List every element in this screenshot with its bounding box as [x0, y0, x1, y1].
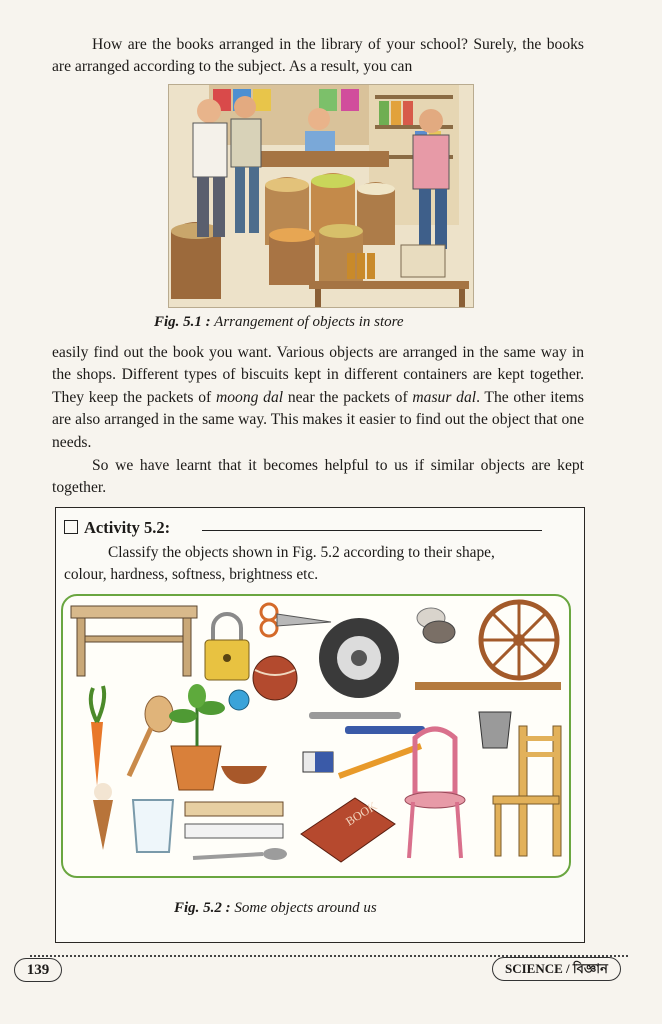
glass-tumbler-icon — [133, 800, 173, 852]
activity-box — [55, 507, 585, 943]
cricket-ball-icon — [253, 656, 297, 700]
p2-masur-dal: masur dal — [412, 388, 477, 406]
carrot-icon — [91, 722, 103, 786]
padlock-icon — [205, 614, 249, 680]
activity-heading-rule — [202, 530, 542, 531]
figure-store-illustration — [168, 84, 474, 308]
activity-text-line2: colour, hardness, softness, brightness etc. — [64, 566, 319, 583]
plastic-chair-icon — [405, 729, 465, 858]
figure1-label: Fig. 5.1 : — [154, 314, 211, 330]
steel-glass-icon — [479, 712, 511, 748]
wooden-spoon-icon — [145, 696, 173, 732]
paragraph-conclusion: So we have learnt that it becomes helpful to us if similar objects are kept together. — [52, 457, 584, 497]
paragraph-arrangement — [52, 342, 584, 454]
scissors-icon — [261, 604, 331, 636]
activity-heading — [64, 518, 170, 538]
pencil-icon — [339, 746, 421, 776]
potted-plant-icon — [169, 684, 225, 790]
page-number: 139 — [14, 958, 62, 982]
figure2-caption-text: Some objects around us — [230, 900, 377, 916]
activity-instructions — [64, 542, 570, 586]
activity-text-line1: Classify the objects shown in Fig. 5.2 according to their shape, — [108, 544, 495, 561]
figure2-caption — [174, 900, 377, 917]
p2-part3: . The other items are also arranged in the same way. This makes it easier to find out the object that one needs. — [52, 388, 584, 451]
checkbox-square-icon — [64, 520, 78, 534]
marble-icon — [229, 690, 249, 710]
figure1-caption-text: Arrangement of objects in store — [210, 314, 404, 330]
steel-spoon-icon — [263, 848, 287, 860]
tyre-icon — [319, 618, 399, 698]
clay-bowl-icon — [221, 766, 267, 784]
book-cover-label: BOOK — [343, 798, 380, 829]
paragraph-intro: How are the books arranged in the library of your school? Surely, the books are arranged according to the subject. As a result, you can — [52, 36, 584, 76]
figure2-label: Fig. 5.2 : — [174, 900, 231, 916]
p2-part1: easily find out the book you want. Various objects are arranged in the same way in the shops. Different types of biscuits kept in different containers are kept together. They keep the packets of — [52, 344, 584, 406]
book-icon — [301, 798, 395, 862]
pen-icon — [309, 712, 401, 719]
subject-label: SCIENCE / বিজ্ঞান — [492, 957, 621, 981]
ice-cream-icon — [94, 783, 112, 801]
p2-part2: near the packets of — [283, 388, 413, 406]
p2-moong-dal: moong dal — [215, 388, 284, 406]
ruler-icon — [185, 802, 283, 816]
table-icon — [71, 606, 197, 676]
figure1-caption — [154, 314, 404, 331]
figure-objects-illustration — [61, 594, 571, 878]
activity-title: Activity 5.2: — [84, 518, 171, 537]
ball-pen-icon — [345, 726, 425, 734]
